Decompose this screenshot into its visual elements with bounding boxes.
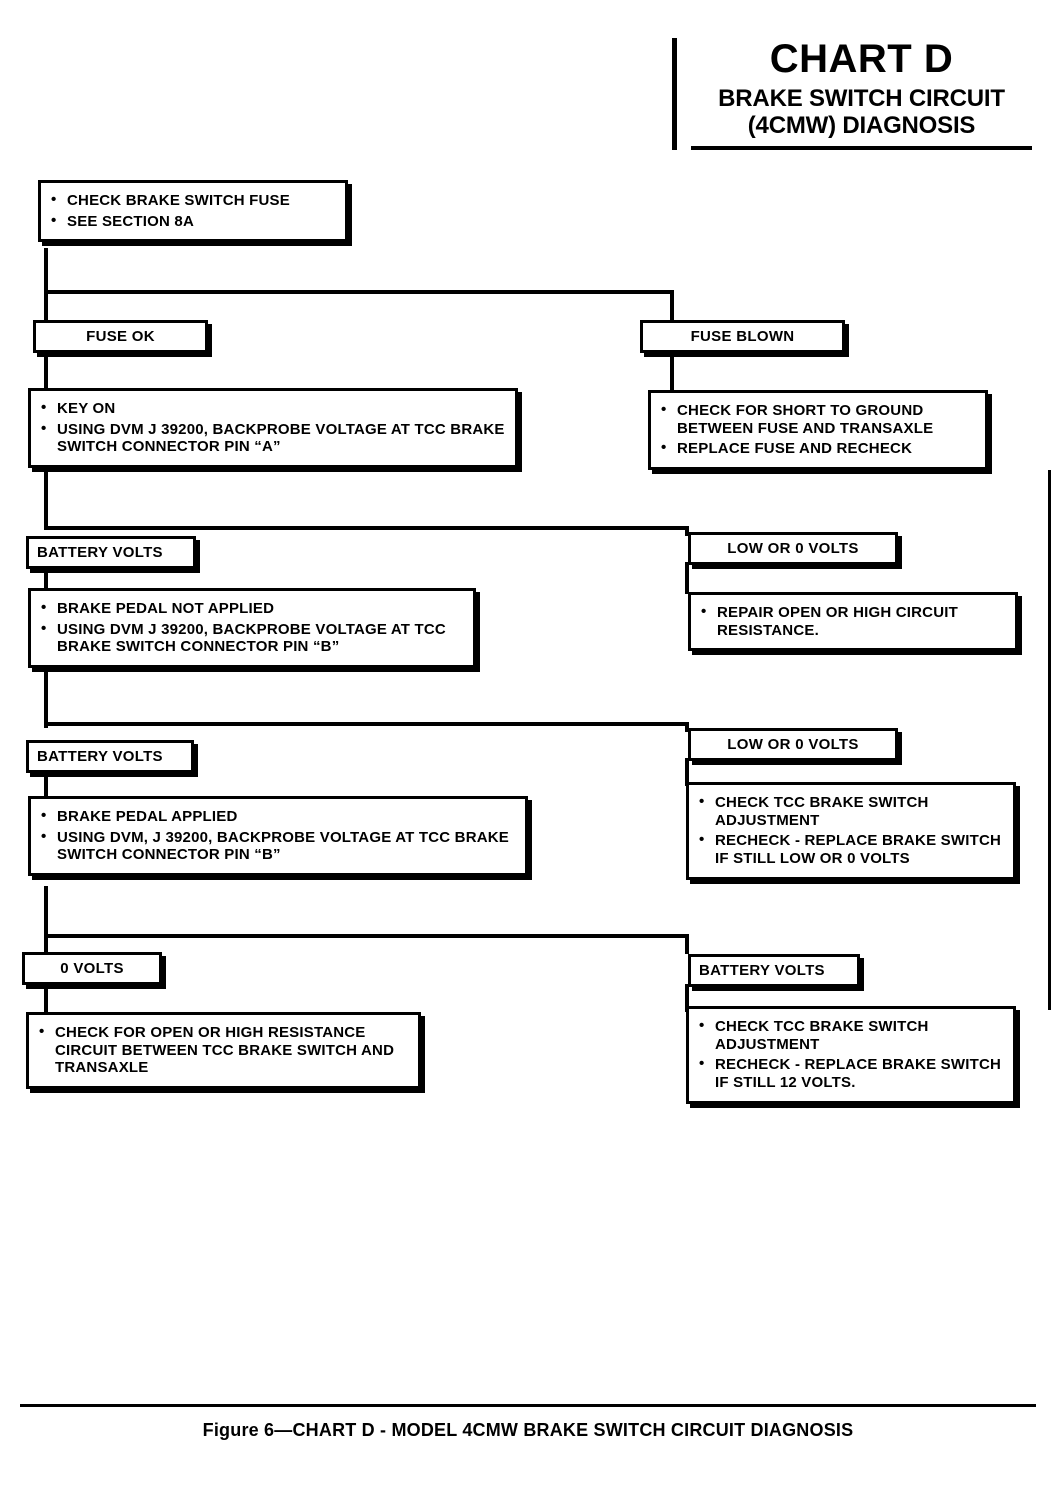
bullet-item: • USING DVM J 39200, BACKPROBE VOLTAGE AT TCC BRAKE SWITCH CONNECTOR PIN “B” bbox=[39, 621, 463, 656]
bullet-item: • CHECK FOR SHORT TO GROUND BETWEEN FUSE AND TRANSAXLE bbox=[659, 402, 975, 437]
bullet-item: • CHECK TCC BRAKE SWITCH ADJUSTMENT bbox=[697, 794, 1003, 829]
page-right-rule bbox=[1048, 470, 1051, 1010]
label-fuse-blown: FUSE BLOWN bbox=[640, 320, 845, 353]
figure-caption: Figure 6—CHART D - MODEL 4CMW BRAKE SWITCH CIRCUIT DIAGNOSIS bbox=[202, 1420, 854, 1440]
label-low-or-0-volts-1: LOW OR 0 VOLTS bbox=[688, 532, 898, 565]
connector-split-3 bbox=[44, 722, 689, 726]
chart-title: CHART D bbox=[769, 37, 954, 81]
connector-split-1 bbox=[44, 290, 674, 294]
bullet-item: • KEY ON bbox=[39, 400, 505, 418]
connector-low0-1-to-repair bbox=[685, 562, 689, 594]
connector-fuseok-to-keyon bbox=[44, 352, 48, 390]
node-check-open-or-high-resistance bbox=[26, 1012, 421, 1089]
connector-0volts-down bbox=[44, 982, 48, 1014]
node-repair-open-or-high-resistance bbox=[688, 592, 1018, 651]
connector-fuse-ok-down bbox=[44, 290, 48, 322]
connector-keyon-down bbox=[44, 470, 48, 530]
label-battery-volts-1: BATTERY VOLTS bbox=[26, 536, 196, 569]
header-underline bbox=[691, 146, 1032, 150]
bullet-item: • RECHECK - REPLACE BRAKE SWITCH IF STILL LOW OR 0 VOLTS bbox=[697, 832, 1003, 867]
connector-split-2 bbox=[44, 526, 689, 530]
bullet-item: • SEE SECTION 8A bbox=[49, 213, 335, 231]
node-check-short-to-ground bbox=[648, 390, 988, 470]
label-battery-volts-2: BATTERY VOLTS bbox=[26, 740, 194, 773]
bullet-item: • BRAKE PEDAL NOT APPLIED bbox=[39, 600, 463, 618]
node-key-on-backprobe-pin-a bbox=[28, 388, 518, 468]
node-check-brake-switch-fuse bbox=[38, 180, 348, 242]
connector-pedalnot-down bbox=[44, 668, 48, 728]
connector-start-down bbox=[44, 248, 48, 294]
node-check-tcc-brake-switch-adjustment-1 bbox=[686, 782, 1016, 880]
node-brake-pedal-applied bbox=[28, 796, 528, 876]
bullet-item: • BRAKE PEDAL APPLIED bbox=[39, 808, 515, 826]
bullet-item: • REPLACE FUSE AND RECHECK bbox=[659, 440, 975, 458]
bullet-item: • RECHECK - REPLACE BRAKE SWITCH IF STILL 12 VOLTS. bbox=[697, 1056, 1003, 1091]
bullet-item: • USING DVM J 39200, BACKPROBE VOLTAGE AT TCC BRAKE SWITCH CONNECTOR PIN “A” bbox=[39, 421, 505, 456]
bullet-item: • CHECK FOR OPEN OR HIGH RESISTANCE CIRCUIT BETWEEN TCC BRAKE SWITCH AND TRANSAXLE bbox=[37, 1024, 408, 1077]
label-low-or-0-volts-2: LOW OR 0 VOLTS bbox=[688, 728, 898, 761]
node-check-tcc-brake-switch-adjustment-2 bbox=[686, 1006, 1016, 1104]
connector-split-4 bbox=[44, 934, 689, 938]
node-brake-pedal-not-applied bbox=[28, 588, 476, 668]
bullet-item: • CHECK BRAKE SWITCH FUSE bbox=[49, 192, 335, 210]
bullet-item: • CHECK TCC BRAKE SWITCH ADJUSTMENT bbox=[697, 1018, 1003, 1053]
connector-pedalapplied-down bbox=[44, 886, 48, 954]
footer-divider bbox=[20, 1404, 1036, 1407]
connector-fuseblown-to-action bbox=[670, 352, 674, 390]
connector-battvolts3-down bbox=[685, 934, 689, 954]
label-fuse-ok: FUSE OK bbox=[33, 320, 208, 353]
chart-subtitle-line-1: BRAKE SWITCH CIRCUIT bbox=[718, 85, 1005, 112]
connector-battvolts2-down bbox=[44, 770, 48, 798]
bullet-item: • REPAIR OPEN OR HIGH CIRCUIT RESISTANCE. bbox=[699, 604, 1005, 639]
chart-subtitle-line-2: (4CMW) DIAGNOSIS bbox=[747, 111, 976, 139]
chart-header bbox=[672, 38, 1032, 150]
label-battery-volts-3: BATTERY VOLTS bbox=[688, 954, 860, 987]
bullet-item: • USING DVM, J 39200, BACKPROBE VOLTAGE AT TCC BRAKE SWITCH CONNECTOR PIN “B” bbox=[39, 829, 515, 864]
label-0-volts: 0 VOLTS bbox=[22, 952, 162, 985]
